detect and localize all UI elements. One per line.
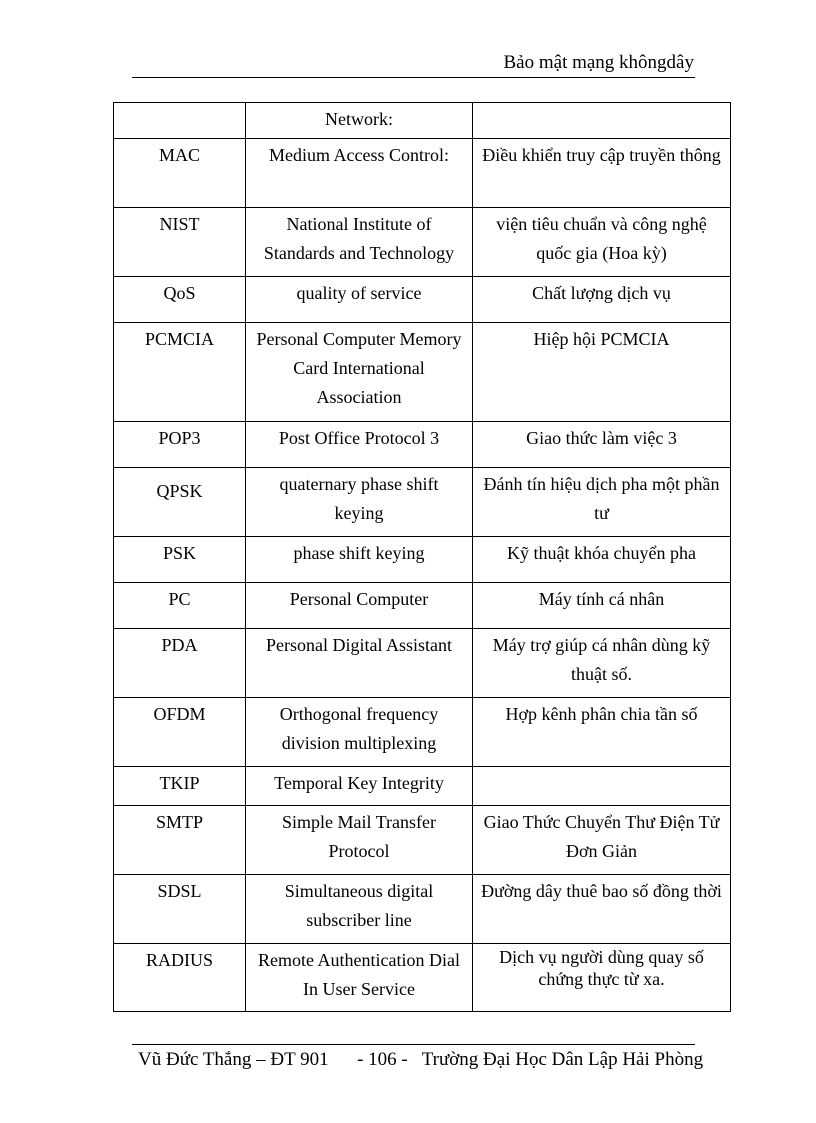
- abbr-cell: RADIUS: [114, 944, 246, 1012]
- abbr-cell: MAC: [114, 139, 246, 208]
- table-row: [114, 468, 731, 537]
- meaning-cell: Dịch vụ người dùng quay số chứng thực từ xa.: [473, 944, 731, 1012]
- abbr-cell: QoS: [114, 277, 246, 323]
- meaning-cell: Máy trợ giúp cá nhân dùng kỹ thuật số.: [473, 629, 731, 698]
- page-number: - 106 -: [357, 1049, 408, 1070]
- table-row: [114, 323, 731, 422]
- meaning-cell: Chất lượng dịch vụ: [473, 277, 731, 323]
- meaning-cell: Kỹ thuật khóa chuyển pha: [473, 537, 731, 583]
- table-row: [114, 277, 731, 323]
- table-row: [114, 139, 731, 208]
- meaning-cell: Điều khiển truy cập truyền thông: [473, 139, 731, 208]
- abbr-cell: PSK: [114, 537, 246, 583]
- abbr-cell: [114, 103, 246, 139]
- meaning-cell: Máy tính cá nhân: [473, 583, 731, 629]
- full-term-cell: Remote Authentication Dial In User Service: [246, 944, 473, 1012]
- full-term-cell: Medium Access Control:: [246, 139, 473, 208]
- table-row: [114, 806, 731, 875]
- meaning-cell: Giao thức làm việc 3: [473, 422, 731, 468]
- meaning-cell: viện tiêu chuẩn và công nghệ quốc gia (Hoa kỳ): [473, 208, 731, 277]
- table-row: [114, 944, 731, 1012]
- full-term-cell: quaternary phase shift keying: [246, 468, 473, 537]
- abbr-cell: SDSL: [114, 875, 246, 944]
- abbreviation-table: [113, 102, 731, 1012]
- footer-author: Vũ Đức Thắng – ĐT 901: [138, 1049, 329, 1070]
- meaning-cell: Hiệp hội PCMCIA: [473, 323, 731, 422]
- table-row: [114, 208, 731, 277]
- table-row: [114, 583, 731, 629]
- table-row: [114, 767, 731, 806]
- header-rule: [132, 77, 695, 78]
- meaning-cell: [473, 767, 731, 806]
- full-term-cell: Orthogonal frequency division multiplexing: [246, 698, 473, 767]
- table-row: [114, 422, 731, 468]
- table-row: [114, 629, 731, 698]
- abbr-cell: OFDM: [114, 698, 246, 767]
- abbr-cell: QPSK: [114, 468, 246, 537]
- abbr-cell: PCMCIA: [114, 323, 246, 422]
- meaning-cell: Đường dây thuê bao số đồng thời: [473, 875, 731, 944]
- full-term-cell: Post Office Protocol 3: [246, 422, 473, 468]
- abbr-cell: NIST: [114, 208, 246, 277]
- full-term-cell: Personal Computer: [246, 583, 473, 629]
- full-term-cell: Temporal Key Integrity: [246, 767, 473, 806]
- full-term-cell: quality of service: [246, 277, 473, 323]
- full-term-cell: Simple Mail Transfer Protocol: [246, 806, 473, 875]
- header-title: Bảo mật mạng khôngdây: [503, 52, 694, 73]
- full-term-cell: Personal Computer Memory Card International Association: [246, 323, 473, 422]
- meaning-cell: [473, 103, 731, 139]
- meaning-cell: Giao Thức Chuyển Thư Điện Tử Đơn Giản: [473, 806, 731, 875]
- full-term-cell: National Institute of Standards and Technology: [246, 208, 473, 277]
- table-row: [114, 875, 731, 944]
- full-term-cell: Personal Digital Assistant: [246, 629, 473, 698]
- full-term-cell: Network:: [246, 103, 473, 139]
- full-term-cell: phase shift keying: [246, 537, 473, 583]
- full-term-cell: Simultaneous digital subscriber line: [246, 875, 473, 944]
- abbr-cell: POP3: [114, 422, 246, 468]
- table-row: [114, 698, 731, 767]
- abbr-cell: PC: [114, 583, 246, 629]
- abbr-cell: TKIP: [114, 767, 246, 806]
- footer-school: Trường Đại Học Dân Lập Hải Phòng: [421, 1049, 704, 1070]
- meaning-cell: Đánh tín hiệu dịch pha một phần tư: [473, 468, 731, 537]
- footer-rule: [132, 1044, 695, 1045]
- table-row: [114, 537, 731, 583]
- abbr-cell: SMTP: [114, 806, 246, 875]
- meaning-cell: Hợp kênh phân chia tần số: [473, 698, 731, 767]
- page-footer: [138, 1049, 703, 1071]
- table-row: [114, 103, 731, 139]
- abbr-cell: PDA: [114, 629, 246, 698]
